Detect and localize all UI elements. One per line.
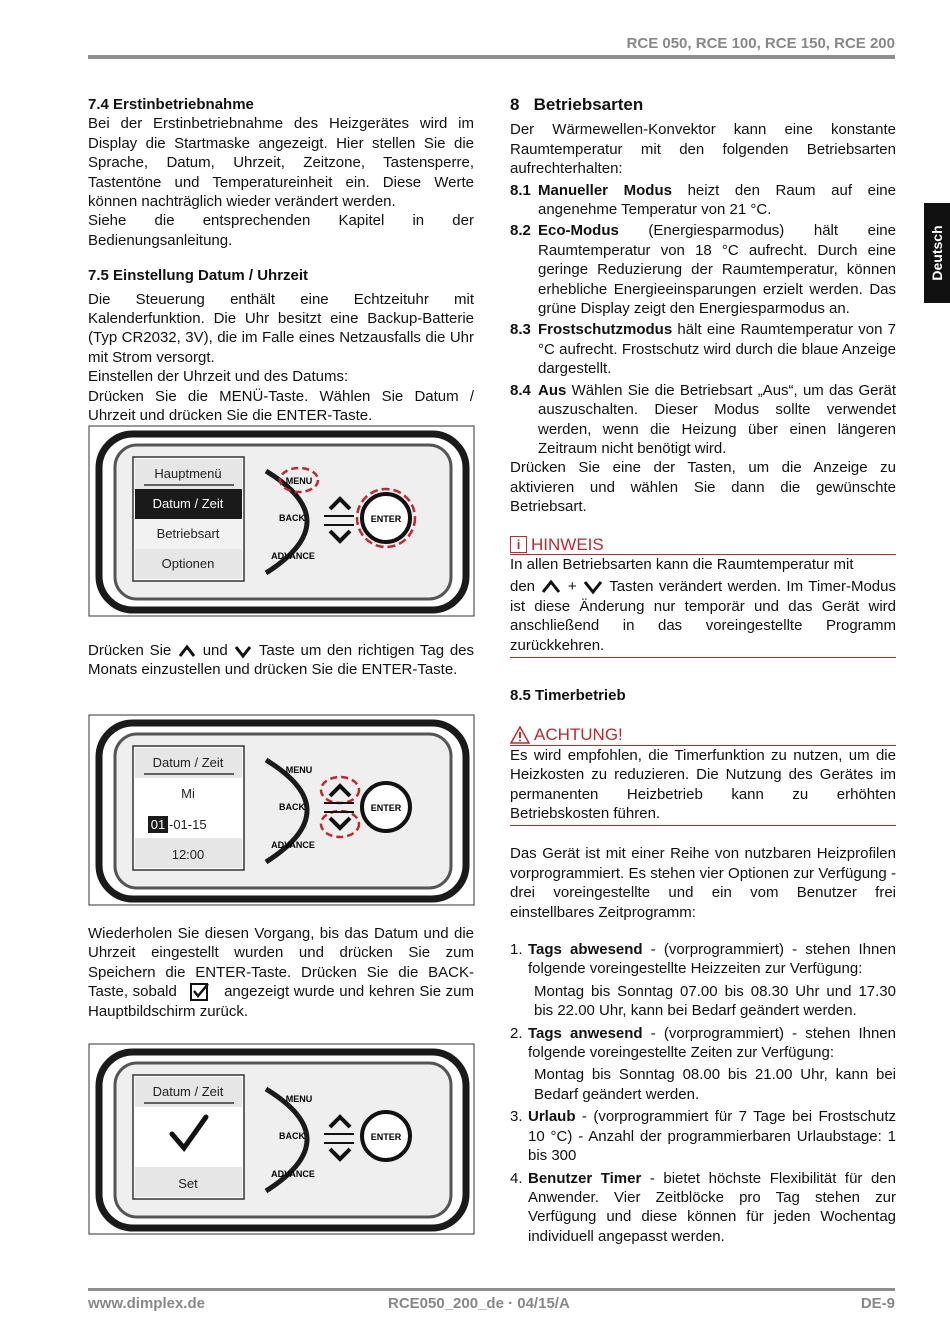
list-subtext: Montag bis Sonntag 08.00 bis 21.00 Uhr, kann bei Bedarf geändert werden. — [534, 1066, 896, 1103]
repeat-paragraph — [88, 924, 474, 1022]
paragraph: Drücken Sie eine der Tasten, um die Anzeige zu aktivieren und wählen Sie dann die gewünschte Betriebsart. — [510, 459, 896, 516]
notice-heading — [510, 725, 896, 745]
notice-label: HINWEIS — [531, 534, 604, 554]
notice-heading — [510, 535, 896, 555]
back-key-label: BACK — [279, 513, 305, 523]
menu-key-label: MENU — [285, 765, 313, 775]
list-item — [510, 1024, 896, 1063]
footer-rule — [88, 1288, 895, 1291]
mode-item — [510, 221, 896, 318]
list-text: - bietet höchste Flexibilität für den Anwender. Vier Zeitblöcke pro Tag stehen zur Verfügung und diese können für jeden Wochentag individuell angepasst werden. — [528, 1169, 896, 1245]
mode-item — [510, 181, 896, 220]
info-icon: i — [510, 536, 527, 553]
achtung-notice — [510, 725, 896, 826]
paragraph-text: Taste um den richtigen Tag des Monats einzustellen und drücken Sie die ENTER-Taste. — [88, 642, 474, 679]
menu-key-label: MENU — [285, 476, 313, 486]
notice-label: ACHTUNG! — [534, 725, 623, 745]
screen-title: Datum / Zeit — [152, 755, 224, 770]
section-7-4 — [88, 95, 474, 426]
enter-key-label: ENTER — [370, 1132, 402, 1142]
notice-text: Es wird empfohlen, die Timerfunktion zu nutzen, um die Heizkosten zu reduzieren. Die Nutzung des Gerätes im permanenten Heizbetrieb kann zu erhöhten Betriebskosten führen. — [510, 746, 896, 822]
menu-item-optionen: Optionen — [161, 556, 215, 571]
mode-text: heizt den Raum auf eine angenehme Temperatur von 21 °C. — [538, 181, 896, 219]
date-highlight: 01 — [150, 817, 166, 832]
list-name: Tags abwesend — [528, 941, 643, 959]
advance-key-label: ADVANCE — [271, 840, 315, 850]
paragraph-text: angezeigt wurde und kehren Sie zum Hauptbildschirm zurück. — [88, 983, 475, 1021]
date-rest: -01-15 — [169, 817, 207, 832]
notice-text: In allen Betriebsarten kann die Raumtemperatur mit — [510, 555, 854, 573]
controller-diagram-menu — [88, 425, 475, 617]
chapter-heading — [510, 95, 896, 114]
footer-page-number: DE-9 — [860, 1295, 895, 1312]
section-heading: 7.5 Einstellung Datum / Uhrzeit — [88, 267, 309, 285]
chapter-number: 8 — [510, 95, 520, 114]
profile-list — [510, 940, 896, 1246]
list-item — [510, 1107, 896, 1165]
list-subtext: Montag bis Sonntag 07.00 bis 08.30 Uhr und 17.30 bis 22.00 Uhr, kann bei Bedarf geändert werden. — [534, 982, 896, 1020]
paragraph: Einstellen der Uhrzeit und des Datums: — [88, 368, 349, 386]
day-value: Mi — [181, 786, 195, 801]
chevron-up-icon — [177, 643, 197, 659]
paragraph-text: und — [202, 642, 228, 659]
paragraph: Drücken Sie die MENÜ-Taste. Wählen Sie Datum / Uhrzeit und drücken Sie die ENTER-Taste. — [88, 387, 474, 425]
controller-diagram-date — [88, 714, 475, 906]
list-name: Benutzer Timer — [528, 1169, 642, 1187]
list-item — [510, 1169, 896, 1247]
mode-name: Eco-Modus — [538, 222, 619, 240]
mode-number: 8.1 — [510, 181, 531, 199]
page-header-title: RCE 050, RCE 100, RCE 150, RCE 200 — [626, 35, 895, 52]
notice-text: den — [510, 578, 536, 596]
controller-illustration — [88, 714, 475, 906]
advance-key-label: ADVANCE — [271, 551, 315, 561]
paragraph-text: Wiederholen Sie diesen Vorgang, bis das Datum und die Uhrzeit eingestellt wurden und drücken Sie zum Speichern die ENTER-Taste. Drücken Sie die BACK-Taste, sobald — [88, 925, 474, 1001]
list-name: Urlaub — [528, 1108, 576, 1126]
menu-item-datum-zeit: Datum / Zeit — [152, 496, 224, 511]
section-8 — [510, 95, 896, 1246]
menu-item-betriebsart: Betriebsart — [156, 526, 220, 541]
paragraph: Das Gerät ist mit einer Reihe von nutzbaren Heizprofilen vorprogrammiert. Es stehen vier Optionen zur Verfügung - drei voreingestellte und ein vom Benutzer frei einstellbares Zeitprogramm: — [510, 845, 896, 921]
mode-text: hält eine Raumtemperatur von 7 °C aufrecht. Frostschutz wird durch die blaue Anzeige dargestellt. — [538, 321, 896, 378]
list-item — [510, 940, 896, 979]
controller-diagram-set — [88, 1043, 475, 1235]
mode-name: Manueller Modus — [538, 181, 672, 199]
mode-name: Frostschutzmodus — [538, 321, 673, 339]
list-number: 1. — [510, 941, 523, 959]
section-heading: 8.5 Timerbetrieb — [510, 686, 626, 704]
advance-key-label: ADVANCE — [271, 1169, 315, 1179]
list-number: 3. — [510, 1108, 523, 1126]
paragraph: Siehe die entsprechenden Kapitel in der Bedienungsanleitung. — [88, 212, 474, 249]
chevron-up-icon — [540, 578, 562, 596]
mode-text: Wählen Sie die Betriebsart „Aus“, um das Gerät auszuschalten. Dieser Modus sollte verwendet werden, wenn die Heizung über einen längeren Zeitraum nicht benötigt wird. — [538, 381, 896, 457]
language-tab — [924, 203, 950, 303]
chapter-title: Betriebsarten — [533, 95, 644, 114]
paragraph-text: Drücken Sie — [88, 642, 172, 659]
mode-text: (Energiesparmodus) hält eine Raumtemperatur von 18 °C aufrecht. Durch eine geringe Reduzierung der Raumtemperatur, können erhebliche Energieeinsparungen erzielt werden. Das grüne Display zeigt den Energiesparmodus an. — [538, 222, 896, 318]
mode-item — [510, 320, 896, 378]
screen-title: Datum / Zeit — [152, 1084, 224, 1099]
list-text: - (vorprogrammiert für 7 Tage bei Frostschutz 10 °C) - Anzahl der programmierbaren Urlaubstage: 1 bis 300 — [528, 1108, 896, 1165]
menu-key-label: MENU — [285, 1094, 313, 1104]
menu-item-hauptmenue: Hauptmenü — [154, 466, 222, 481]
chevron-down-icon — [582, 578, 604, 596]
checkbox-checked-icon — [189, 982, 211, 1002]
time-value: 12:00 — [171, 847, 205, 862]
language-tab-label: Deutsch — [929, 225, 945, 281]
list-name: Tags anwesend — [528, 1024, 643, 1042]
mode-number: 8.2 — [510, 222, 531, 240]
back-key-label: BACK — [279, 802, 305, 812]
paragraph: Der Wärmewellen-Konvektor kann eine konstante Raumtemperatur mit den folgenden Betriebsarten aufrechterhalten: — [510, 121, 896, 178]
notice-text: + — [567, 578, 577, 596]
notice-text: Tasten verändert werden. Im Timer-Modus ist diese Änderung nur temporär und das Gerät wird anschließend in das voreingestellte Programm zurückkehren. — [510, 578, 896, 654]
list-text: - (vorprogrammiert) - stehen Ihnen folgende voreingestellte Zeiten zur Verfügung: — [528, 1024, 896, 1062]
mode-name: Aus — [538, 381, 567, 399]
paragraph: Die Steuerung enthält eine Echtzeituhr mit Kalenderfunktion. Die Uhr besitzt eine Backup-Batterie (Typ CR2032, 3V), die im Falle eines Netzausfalls die Uhr mit Strom versorgt. — [88, 290, 474, 366]
set-label: Set — [178, 1176, 198, 1191]
enter-key-label: ENTER — [370, 803, 402, 813]
enter-key-label: ENTER — [370, 514, 402, 524]
mode-number: 8.4 — [510, 381, 531, 399]
section-heading: 7.4 Erstinbetriebnahme — [88, 96, 254, 113]
footer-doc-id: RCE050_200_de · 04/15/A — [388, 1295, 570, 1312]
hinweis-notice — [510, 535, 896, 658]
chevron-down-icon — [233, 643, 253, 659]
mode-number: 8.3 — [510, 321, 531, 339]
warning-icon — [510, 726, 530, 744]
notice-rule — [510, 655, 896, 658]
notice-rule — [510, 823, 896, 826]
controller-illustration — [88, 425, 475, 617]
paragraph: Bei der Erstinbetriebnahme des Heizgerätes wird im Display die Startmaske angezeigt. Hier stellen Sie die Sprache, Datum, Uhrzeit, Zeitzone, Tastensperre, Tastentöne und Temperatureinheit ein. Diese Werte können nachträglich wieder verändert werden. — [88, 115, 474, 211]
mode-item — [510, 381, 896, 459]
controller-illustration — [88, 1043, 475, 1235]
arrows-paragraph — [88, 641, 474, 680]
header-rule — [88, 55, 895, 59]
list-number: 2. — [510, 1024, 523, 1042]
list-number: 4. — [510, 1169, 523, 1187]
back-key-label: BACK — [279, 1131, 305, 1141]
list-text: - (vorprogrammiert) - stehen Ihnen folgende voreingestellte Heizzeiten zur Verfügung: — [528, 941, 896, 978]
footer-website-link[interactable]: www.dimplex.de — [88, 1295, 205, 1312]
